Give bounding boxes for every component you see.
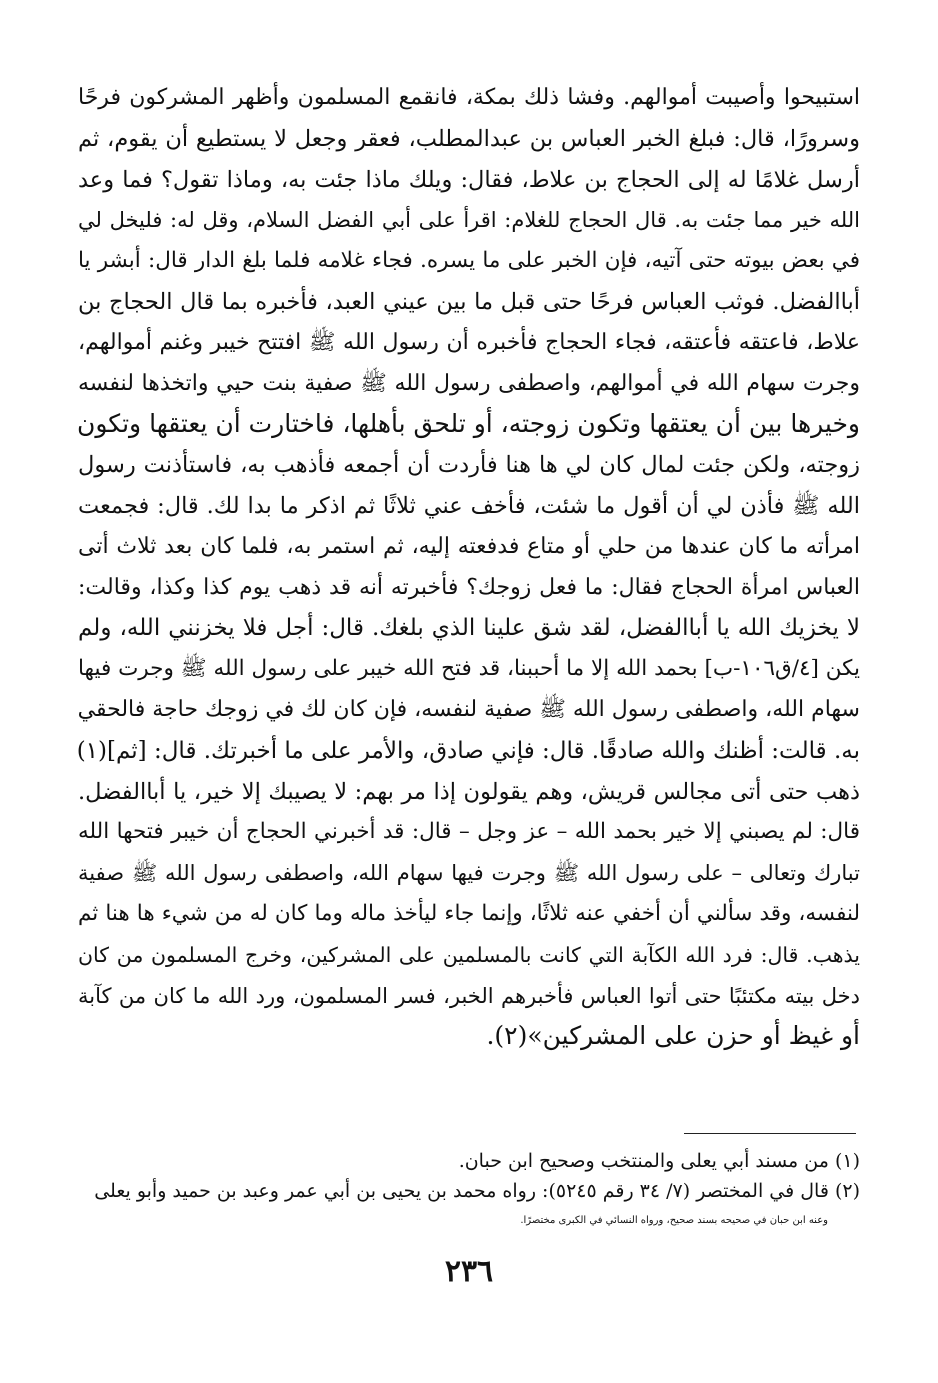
text-line: زوجته، ولكن جئت لمال كان لي ها هنا فأردت أن أجمعه فأذهب به، فاستأذنت رسول	[78, 452, 860, 479]
text-line: أباالفضل. فوثب العباس فرحًا حتى قبل ما بين عيني العبد، فأخبره بما قال الحجاج بن	[78, 288, 860, 315]
text-line: سهام الله، واصطفى رسول الله ﷺ صفية لنفسه، فإن كان لك في زوجك حاجة فالحقي	[77, 696, 860, 722]
text-line: قال: لم يصبني إلا خير بحمد الله – عز وجل – قال: قد أخبرني الحجاج أن خيبر فتحها الله	[78, 819, 860, 845]
footnote-line: (١) من مسند أبي يعلى والمنتخب وصحيح ابن حبان.	[458, 1150, 860, 1172]
text-line: أو غيظ أو حزن على المشركين»(٢).	[486, 1021, 860, 1051]
text-line: علاط، فاعتقه فأعتقه، فجاء الحجاج فأخبره أن رسول الله ﷺ افتتح خيبر وغنم أموالهم،	[78, 329, 860, 355]
text-line: العباس امرأة الحجاج فقال: ما فعل زوجك؟ فأخبرته أنه قد ذهب يوم كذا وكذا، وقالت:	[78, 574, 860, 600]
text-line: به. قالت: أظنك والله صادقًا. قال: فإني صادق، والأمر على ما أخبرتك. قال: [ثم](١)	[76, 737, 860, 764]
text-line: وخيرها بين أن يعتقها وتكون زوجته، أو تلحق بأهلها، فاختارت أن يعتقها وتكون	[77, 409, 860, 439]
text-line: دخل بيته مكتئبًا حتى أتوا العباس فأخبرهم الخبر، فسر المسلمون، ورد الله ما كان من كآبة	[78, 983, 860, 1008]
text-line: الله ﷺ فأذن لي أن أقول ما شئت، فأخف عني ثلاثًا ثم اذكر ما بدا لك. قال: فجمعت	[78, 492, 860, 519]
text-line: أرسل غلامًا له إلى الحجاج بن علاط، فقال: ويلك ماذا جئت به، وماذا تقول؟ فما وعد	[78, 166, 860, 193]
text-line: لنفسه، وقد سألني أن أخفي عنه ثلاثًا، وإنما جاء ليأخذ ماله وما كان له من شيء ها هنا ثم	[78, 900, 860, 926]
text-line: يكن [٤/ق١٠٦-ب] بحمد الله إلا ما أحببنا، قد فتح الله خيبر على رسول الله ﷺ وجرت فيها	[78, 656, 860, 682]
text-line: وسرورًا، قال: فبلغ الخبر العباس بن عبدالمطلب، فعقر وجعل لا يستطيع أن يقوم، ثم	[78, 125, 860, 152]
footnote-line: (٢) قال في المختصر (٧/ ٣٤ رقم ٥٢٤٥): رواه محمد بن يحيى بن أبي عمر وعبد بن حميد وأبو يعلى	[94, 1180, 860, 1202]
text-line: ذهب حتى أتى مجالس قريش، وهم يقولون إذا مر بهم: لا يصيبك إلا خير، يا أباالفضل.	[78, 778, 860, 805]
text-line: الله خير مما جئت به. قال الحجاج للغلام: اقرأ على أبي الفضل السلام، وقل له: فليخل لي	[78, 208, 860, 233]
text-line: يذهب. قال: فرد الله الكآبة التي كانت بالمسلمين على المشركين، وخرج المسلمون من كان	[78, 942, 860, 967]
text-line: وجرت سهام الله في أموالهم، واصطفى رسول الله ﷺ صفية بنت حيي واتخذها لنفسه	[78, 370, 860, 396]
text-line: لا يخزيك الله يا أباالفضل، لقد شق علينا الذي بلغك. قال: أجل فلا يخزنني الله، ولم	[78, 615, 860, 642]
text-line: استبيحوا وأصيبت أموالهم. وفشا ذلك بمكة، فانقمع المسلمون وأظهر المشركون فرحًا	[78, 85, 860, 110]
footnote-line: وعنه ابن حبان في صحيحه بسند صحيح، ورواه النسائي في الكبرى مختصرًا.	[520, 1215, 828, 1226]
text-line: امرأته ما كان عندها من حلي أو متاع فدفعته إليه، ثم استمر به، فلما كان بعد ثلاث أتى	[78, 533, 860, 559]
page-number: ٢٣٦	[444, 1254, 494, 1289]
footnote-divider	[684, 1133, 856, 1134]
text-line: في بعض بيوته حتى آتيه، فإن الخبر على ما يسره. فجاء غلامه فلما بلغ الدار قال: أبشر يا	[78, 248, 860, 274]
main-text	[78, 78, 860, 1057]
text-line: تبارك وتعالى – على رسول الله ﷺ وجرت فيها سهام الله، واصطفى رسول الله ﷺ صفية	[78, 861, 860, 886]
footnotes	[78, 1146, 860, 1236]
